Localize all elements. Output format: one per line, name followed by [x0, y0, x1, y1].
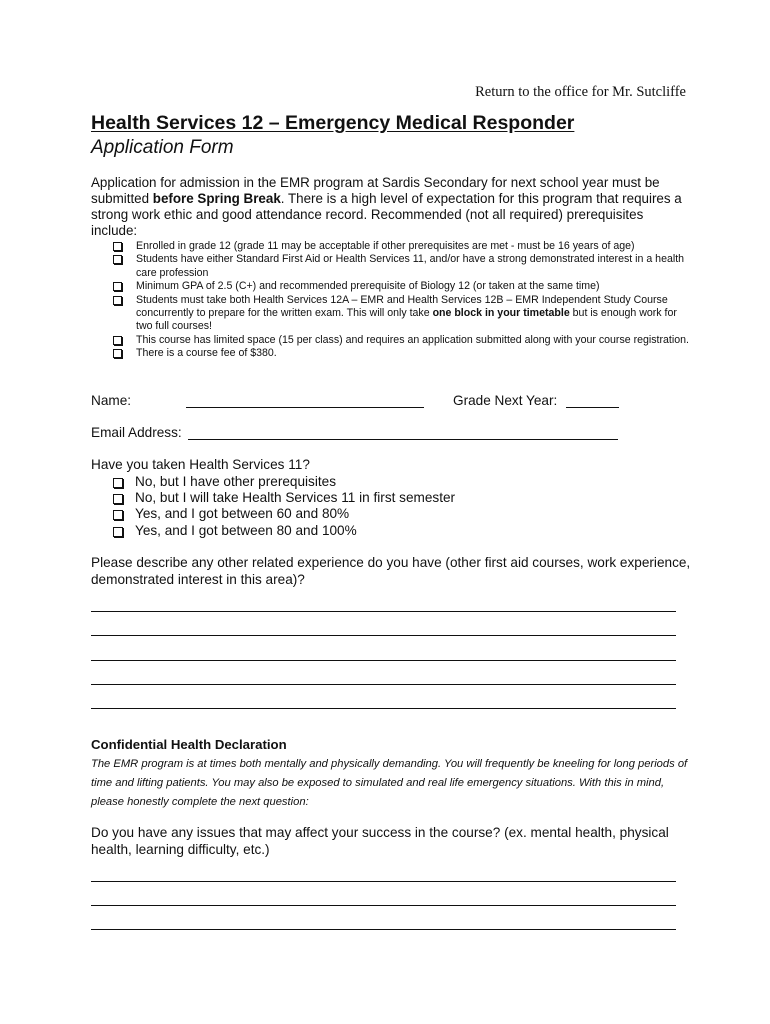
hs11-options: [113, 474, 455, 539]
prerequisite-text: There is a course fee of $380.: [136, 347, 277, 360]
issues-answer-line[interactable]: [91, 929, 676, 930]
experience-answer-line[interactable]: [91, 708, 676, 709]
issues-answer-line[interactable]: [91, 881, 676, 882]
grade-label: Grade Next Year:: [453, 393, 558, 408]
intro-text-1: Application for admission in the EMR program at Sardis Secondary for next school year must be submitted: [91, 175, 660, 206]
page-subtitle: Application Form: [91, 137, 234, 158]
checkbox-icon[interactable]: [113, 336, 122, 345]
checkbox-icon[interactable]: [113, 255, 122, 264]
hs11-option[interactable]: [113, 506, 455, 522]
hs11-option-label: No, but I have other prerequisites: [135, 474, 336, 489]
name-field[interactable]: [186, 407, 424, 408]
prerequisite-bold: one block in your timetable: [432, 307, 570, 320]
prerequisites-list: [113, 240, 693, 361]
email-label: Email Address:: [91, 425, 182, 440]
checkbox-icon[interactable]: [113, 478, 123, 488]
page-title: Health Services 12 – Emergency Medical Responder: [91, 112, 575, 134]
prerequisite-text: This course has limited space (15 per class) and requires an application submitted along with your course registration.: [136, 333, 689, 346]
prerequisite-item: [113, 253, 693, 280]
prerequisite-item: [113, 334, 693, 347]
prerequisite-item: [113, 240, 693, 253]
experience-answer-line[interactable]: [91, 611, 676, 612]
intro-text-2: . There is a high level of expectation for this program that requires a strong work ethic and good attendance record. Recommended (not all required) prerequisites include:: [91, 191, 682, 238]
checkbox-icon[interactable]: [113, 242, 122, 251]
hs11-option-label: Yes, and I got between 60 and 80%: [135, 506, 350, 522]
health-declaration-heading: Confidential Health Declaration: [91, 737, 287, 752]
prerequisite-item: [113, 280, 693, 293]
checkbox-icon[interactable]: [113, 296, 122, 305]
checkbox-icon[interactable]: [113, 510, 123, 520]
experience-question: Please describe any other related experience do you have (other first aid courses, work experience, demonstrated interest in this area)?: [91, 555, 691, 587]
prerequisite-item: [113, 294, 693, 334]
checkbox-icon[interactable]: [113, 349, 122, 358]
intro-paragraph: [91, 175, 691, 239]
checkbox-icon[interactable]: [113, 494, 123, 504]
hs11-option[interactable]: [113, 490, 455, 506]
checkbox-icon[interactable]: [113, 282, 122, 291]
health-declaration-text: The EMR program is at times both mentally and physically demanding. You will frequently be kneeling for long periods of time and lifting patients. You may also be exposed to simulated and real life emergency situations. With this in mind, please honestly complete the next question:: [91, 758, 688, 808]
hs11-question: Have you taken Health Services 11?: [91, 457, 310, 472]
prerequisite-text-part: but is enough work for two full courses!: [136, 307, 677, 333]
grade-field[interactable]: [566, 407, 619, 408]
email-field[interactable]: [188, 439, 618, 440]
hs11-option[interactable]: [113, 523, 455, 539]
experience-answer-line[interactable]: [91, 684, 676, 685]
hs11-option-label: No, but I will take Health Services 11 in first semester: [135, 490, 456, 506]
prerequisite-text: Minimum GPA of 2.5 (C+) and recommended prerequisite of Biology 12 (or taken at the same time): [136, 280, 600, 293]
checkbox-icon[interactable]: [113, 527, 123, 537]
experience-answer-line[interactable]: [91, 635, 676, 636]
issues-answer-line[interactable]: [91, 905, 676, 906]
prerequisite-text: [136, 294, 677, 333]
hs11-option[interactable]: [113, 474, 455, 490]
prerequisite-text: Enrolled in grade 12 (grade 11 may be acceptable if other prerequisites are met - must be 16 years of age): [136, 240, 635, 252]
experience-answer-line[interactable]: [91, 660, 676, 661]
issues-question: Do you have any issues that may affect your success in the course? (ex. mental health, physical health, learning difficulty, etc.): [91, 825, 669, 857]
return-note: Return to the office for Mr. Sutcliffe: [475, 84, 686, 100]
prerequisite-item: [113, 347, 693, 360]
intro-deadline: before Spring Break: [152, 191, 281, 206]
hs11-option-label: Yes, and I got between 80 and 100%: [135, 522, 357, 538]
prerequisite-text: Students have either Standard First Aid or Health Services 11, and/or have a strong demonstrated interest in a health care profession: [136, 253, 685, 279]
name-label: Name:: [91, 393, 132, 408]
prerequisite-text-part: Students must take both Health Services 12A – EMR and Health Services 12B – EMR Independent Study Course concurrently to prepare for the written exam. This will only take: [136, 293, 668, 320]
